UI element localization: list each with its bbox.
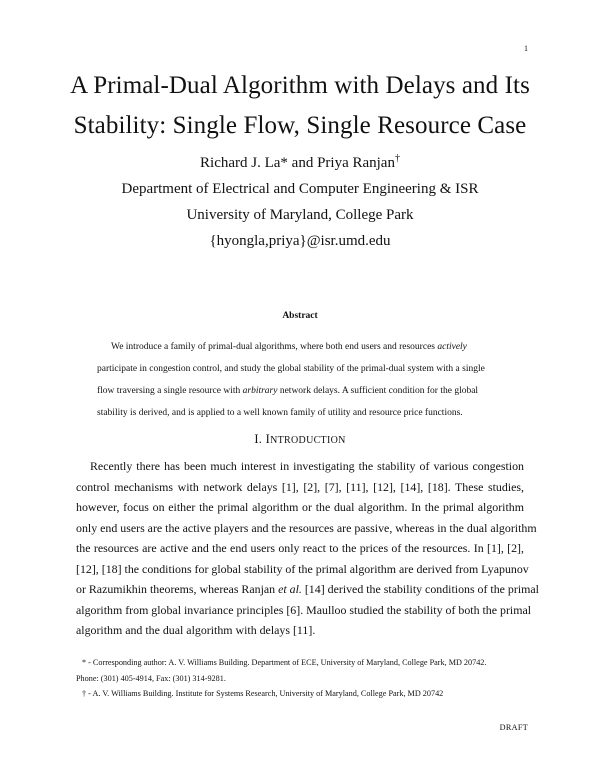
- paragraph-line: [76, 559, 529, 580]
- page-number: 1: [524, 44, 528, 53]
- abstract-line: [97, 380, 503, 402]
- section-title-rest: NTRODUCTION: [270, 435, 346, 446]
- paragraph-text: Recently there has been much interest in investigating the stability of various congestion: [90, 459, 524, 473]
- paper-title-line-2: Stability: Single Flow, Single Resource Case: [73, 112, 527, 139]
- paragraph-text: algorithm from global invariance principles [6]. Maulloo studied the stability of both the primal: [76, 602, 532, 617]
- paragraph-text: algorithm and the dual algorithm with delays [11].: [76, 623, 316, 637]
- abstract-emphasis: arbitrary: [242, 386, 278, 396]
- abstract-text: participate in congestion control, and study the global stability of the primal-dual system with a single: [97, 364, 485, 374]
- paragraph-emphasis: et al.: [278, 582, 302, 596]
- footnotes: [76, 655, 524, 702]
- abstract-line: [97, 402, 503, 424]
- paragraph-line: [76, 600, 532, 621]
- draft-label: DRAFT: [499, 723, 528, 732]
- author-email: {hyongla,priya}@isr.umd.edu: [209, 233, 391, 249]
- paragraph-line: [76, 579, 539, 600]
- abstract-line: [97, 358, 503, 380]
- dagger-mark: †: [394, 153, 400, 164]
- paragraph-text: control mechanisms with network delays [1], [2], [7], [11], [12], [14], [18]. These studies,: [76, 479, 524, 494]
- footnote-phone-fax: Phone: (301) 405-4914, Fax: (301) 314-9281.: [76, 673, 226, 683]
- abstract-text: stability is derived, and is applied to a well known family of utility and resource price functions.: [97, 408, 463, 418]
- paragraph-line: [76, 497, 524, 518]
- author-block: [40, 150, 560, 254]
- paragraph-line: [76, 477, 524, 498]
- paragraph-text: [12], [18] the conditions for global stability of the primal algorithm are derived from Lyapunov: [76, 561, 529, 576]
- section-numeral: I.: [254, 432, 263, 446]
- paragraph-line: [76, 620, 524, 641]
- abstract-text: We introduce a family of primal-dual algorithms, where both end users and resources: [111, 342, 438, 352]
- intro-paragraph: [76, 456, 539, 641]
- paper-title-line-1: A Primal-Dual Algorithm with Delays and Its: [70, 72, 530, 99]
- abstract-text: network delays. A sufficient condition for the global: [277, 386, 479, 396]
- footnote-second-author: † - A. V. Williams Building. Institute for Systems Research, University of Maryland, College Park, MD 20742: [82, 689, 444, 698]
- paragraph-text: the resources are active and the end users only react to the prices of the resources. In [1], [2],: [76, 541, 524, 555]
- author-names-text: Richard J. La* and Priya Ranjan: [200, 155, 395, 171]
- author-university: University of Maryland, College Park: [186, 207, 414, 223]
- abstract-text: flow traversing a single resource with: [97, 386, 243, 396]
- paragraph-line: [76, 538, 524, 559]
- paper-title: [40, 66, 560, 146]
- author-names: [40, 150, 560, 176]
- footnote-corresponding-author: * - Corresponding author: A. V. Williams Building. Department of ECE, University of Maryland, College Park, MD 20742.: [82, 658, 487, 667]
- abstract-body: [97, 336, 503, 424]
- paragraph-text: only end users are the active players and the resources are passive, whereas in the dual algorithm: [76, 520, 537, 535]
- abstract-emphasis: actively: [437, 342, 467, 352]
- section-title-initial: I: [265, 432, 271, 446]
- abstract-line: [97, 336, 503, 358]
- paragraph-text: or Razumikhin theorems, whereas Ranjan: [76, 582, 279, 596]
- paragraph-text: [14] derived the stability conditions of the primal: [301, 582, 539, 596]
- paragraph-line: [76, 456, 524, 477]
- paragraph-line: [76, 518, 537, 539]
- abstract-heading: Abstract: [282, 311, 318, 321]
- paragraph-text: however, focus on either the primal algorithm or the dual algorithm. In the primal algorithm: [76, 500, 524, 514]
- section-heading: [40, 432, 560, 447]
- author-department: Department of Electrical and Computer Engineering & ISR: [121, 181, 479, 197]
